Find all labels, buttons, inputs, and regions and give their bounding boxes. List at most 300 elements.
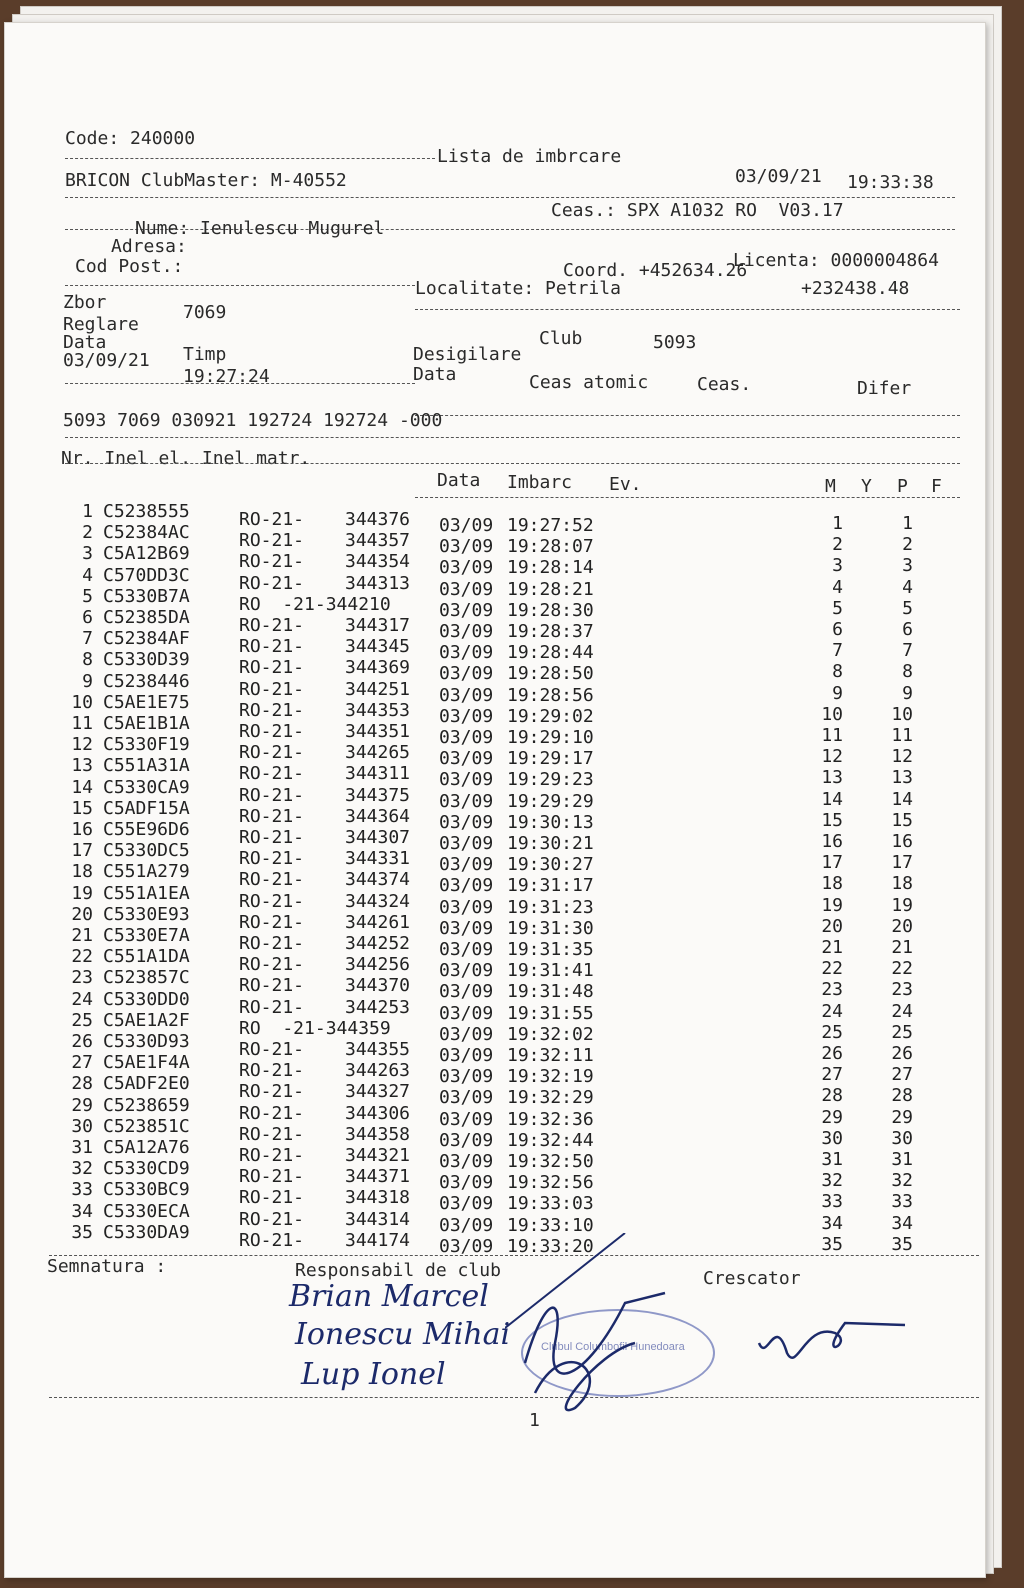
ring-registration: RO -21-344359: [239, 1017, 391, 1039]
row-number: 7: [82, 628, 93, 650]
position-m: 1: [832, 513, 843, 534]
boarding-time: 19:33:03: [507, 1193, 594, 1215]
electronic-ring: C551A1DA: [103, 946, 190, 968]
page-number: 1: [529, 1410, 540, 1431]
boarding-date: 03/09: [439, 1066, 494, 1088]
position-p: 25: [891, 1021, 913, 1043]
row-number: 2: [82, 522, 93, 544]
flight-label: Zbor: [63, 292, 107, 313]
ring-registration: RO-21-: [239, 1102, 305, 1124]
electronic-ring: C5330CA9: [103, 776, 190, 798]
boarding-date: 03/09: [439, 621, 494, 642]
row-number: 17: [71, 840, 93, 862]
position-p: 2: [902, 534, 913, 556]
position-m: 5: [832, 597, 843, 619]
row-number: 34: [71, 1200, 93, 1222]
position-p: 10: [891, 703, 913, 725]
column-date: Data: [437, 470, 481, 491]
locality-label: Localitate: Petrila: [415, 278, 621, 299]
row-number: 20: [71, 903, 93, 925]
position-m: 22: [821, 958, 843, 980]
boarding-date: 03/09: [439, 790, 494, 812]
coordinate-secondary: +232438.48: [801, 278, 910, 299]
position-m: 32: [821, 1170, 843, 1192]
boarding-time: 19:31:35: [507, 939, 594, 960]
boarding-date: 03/09: [439, 1045, 494, 1066]
ring-number: 344369: [345, 657, 411, 679]
adjustment-date: 03/09/21: [63, 350, 150, 371]
position-p: 3: [902, 555, 913, 577]
position-p: 19: [891, 894, 913, 916]
row-number: 9: [82, 670, 93, 692]
boarding-date: 03/09: [439, 896, 494, 918]
ring-registration: RO-21-: [239, 636, 305, 658]
boarding-time: 19:31:17: [507, 875, 594, 897]
boarding-time: 19:32:56: [507, 1172, 594, 1194]
row-number: 18: [71, 861, 93, 883]
boarding-date: 03/09: [439, 1172, 494, 1194]
row-number: 21: [71, 925, 93, 946]
boarding-date: 03/09: [439, 1214, 494, 1236]
boarding-date: 03/09: [439, 663, 494, 685]
position-p: 6: [902, 619, 913, 640]
position-p: 33: [891, 1191, 913, 1213]
electronic-ring: C52384AF: [103, 628, 190, 650]
position-m: 12: [821, 746, 843, 768]
boarding-date: 03/09: [439, 1108, 494, 1130]
date-label: Data: [63, 332, 107, 353]
boarding-time: 19:28:37: [507, 621, 594, 642]
position-m: 7: [832, 640, 843, 662]
difference-label: Difer: [857, 378, 912, 399]
boarding-time: 19:32:19: [507, 1066, 594, 1088]
ring-number: 344252: [345, 933, 411, 954]
boarding-date: 03/09: [439, 557, 494, 579]
ring-registration: RO-21-: [239, 1039, 305, 1060]
ring-registration: RO-21-: [239, 1229, 305, 1251]
electronic-ring: C5A12B69: [103, 543, 190, 565]
ring-registration: RO-21-: [239, 509, 305, 530]
electronic-ring: C551A1EA: [103, 882, 190, 904]
ring-registration: RO-21-: [239, 1166, 305, 1188]
electronic-ring: C570DD3C: [103, 564, 190, 586]
row-number: 3: [82, 543, 93, 565]
electronic-ring: C5330ECA: [103, 1200, 190, 1222]
ring-number: 344375: [345, 784, 411, 806]
electronic-ring: C5330D39: [103, 649, 190, 671]
club-responsible-label: Responsabil de club: [295, 1260, 501, 1281]
ring-number: 344327: [345, 1081, 411, 1103]
clock-column-label: Ceas.: [697, 374, 752, 395]
boarding-date: 03/09: [439, 939, 494, 960]
boarding-time: 19:31:55: [507, 1002, 594, 1024]
ring-number: 344371: [345, 1166, 411, 1188]
ring-registration: RO-21-: [239, 827, 305, 848]
signature-scribbles: [505, 1233, 925, 1423]
electronic-ring: C523851C: [103, 1115, 190, 1137]
boarding-date: 03/09: [439, 1129, 494, 1151]
position-p: 23: [891, 979, 913, 1001]
ring-number: 344318: [345, 1187, 411, 1209]
row-number: 10: [71, 691, 93, 713]
ring-number: 344364: [345, 805, 411, 827]
row-number: 14: [71, 776, 93, 798]
column-event: Ev.: [609, 474, 642, 495]
ring-registration: RO-21-: [239, 551, 305, 573]
electronic-ring: C551A279: [103, 861, 190, 883]
club-signature: [525, 1293, 665, 1374]
boarding-time: 19:33:10: [507, 1214, 594, 1236]
position-p: 22: [891, 958, 913, 980]
ring-number: 344331: [345, 848, 411, 870]
signature-label: Semnatura :: [47, 1256, 167, 1277]
position-p: 12: [891, 746, 913, 768]
row-number: 25: [71, 1009, 93, 1031]
position-m: 17: [821, 852, 843, 874]
boarding-date: 03/09: [439, 854, 494, 876]
unsealing-label: Desigilare: [413, 344, 522, 365]
ring-number: 344357: [345, 530, 411, 552]
electronic-ring: C5330BC9: [103, 1179, 190, 1201]
row-number: 32: [71, 1158, 93, 1180]
boarding-date: 03/09: [439, 705, 494, 727]
ring-number: 344353: [345, 699, 411, 721]
position-m: 14: [821, 788, 843, 810]
column-boarding: Imbarc: [507, 472, 573, 493]
name-label: Nume: Ienulescu Mugurel: [135, 218, 385, 239]
electronic-ring: C5ADF2E0: [103, 1073, 190, 1095]
boarding-date: 03/09: [439, 684, 494, 706]
electronic-ring: C5238659: [103, 1094, 190, 1116]
column-y: Y: [861, 476, 872, 497]
boarding-time: 19:31:23: [507, 896, 594, 918]
position-p: 17: [891, 852, 913, 874]
ring-number: 344313: [345, 572, 411, 594]
electronic-ring: C5330DD0: [103, 988, 190, 1010]
position-m: 2: [832, 534, 843, 556]
boarding-date: 03/09: [439, 1235, 494, 1257]
position-m: 16: [821, 831, 843, 852]
electronic-ring: C5238555: [103, 501, 190, 522]
ring-number: 344314: [345, 1208, 411, 1230]
position-m: 34: [821, 1212, 843, 1234]
row-number: 27: [71, 1052, 93, 1074]
boarding-time: 19:28:30: [507, 599, 594, 621]
boarding-time: 19:32:44: [507, 1129, 594, 1151]
row-number: 22: [71, 946, 93, 968]
electronic-ring: C5330F19: [103, 734, 190, 756]
ring-registration: RO-21-: [239, 721, 305, 742]
boarding-date: 03/09: [439, 727, 494, 748]
position-m: 19: [821, 894, 843, 916]
divider: [415, 415, 960, 416]
position-m: 26: [821, 1043, 843, 1064]
ring-registration: RO-21-: [239, 699, 305, 721]
position-p: 13: [891, 767, 913, 789]
row-number: 29: [71, 1094, 93, 1116]
position-m: 11: [821, 725, 843, 746]
ring-registration: RO-21-: [239, 657, 305, 679]
ring-registration: RO-21-: [239, 615, 305, 636]
electronic-ring: C5330DC5: [103, 840, 190, 862]
flight-value: 7069: [183, 302, 227, 323]
handwritten-name-2: Ionescu Mihai: [295, 1317, 511, 1352]
position-p: 9: [902, 682, 913, 704]
boarding-time: 19:28:07: [507, 536, 594, 558]
boarding-time: 19:31:30: [507, 917, 594, 939]
ring-registration: RO-21-: [239, 848, 305, 870]
boarding-time: 19:28:21: [507, 578, 594, 600]
boarding-time: 19:33:20: [507, 1235, 594, 1257]
ring-number: 344370: [345, 975, 411, 997]
position-m: 31: [821, 1149, 843, 1170]
ring-number: 344351: [345, 721, 411, 742]
position-m: 20: [821, 915, 843, 937]
list-title: Lista de imbrcare: [437, 146, 622, 167]
row-number: 35: [71, 1221, 93, 1243]
ring-registration: RO-21-: [239, 530, 305, 552]
position-p: 8: [902, 661, 913, 683]
boarding-date: 03/09: [439, 1023, 494, 1045]
ring-number: 344263: [345, 1060, 411, 1082]
ring-registration: RO-21-: [239, 572, 305, 594]
boarding-time: 19:30:21: [507, 833, 594, 854]
position-m: 3: [832, 555, 843, 577]
document-page: [4, 22, 986, 1578]
boarding-time: 19:29:17: [507, 748, 594, 770]
ring-number: 344306: [345, 1102, 411, 1124]
electronic-ring: C5ADF15A: [103, 797, 190, 819]
boarding-date: 03/09: [439, 748, 494, 770]
position-m: 23: [821, 979, 843, 1001]
position-p: 26: [891, 1043, 913, 1064]
electronic-ring: C5330E7A: [103, 925, 190, 946]
ring-number: 344265: [345, 742, 411, 764]
position-m: 8: [832, 661, 843, 683]
position-m: 13: [821, 767, 843, 789]
position-m: 30: [821, 1127, 843, 1149]
electronic-ring: C5A12A76: [103, 1137, 190, 1158]
ring-number: 344376: [345, 509, 411, 530]
position-m: 29: [821, 1106, 843, 1128]
boarding-date: 03/09: [439, 1002, 494, 1024]
electronic-ring: C5330CD9: [103, 1158, 190, 1180]
row-number: 15: [71, 797, 93, 819]
position-p: 21: [891, 937, 913, 958]
boarding-date: 03/09: [439, 981, 494, 1003]
electronic-ring: C551A31A: [103, 755, 190, 777]
position-p: 34: [891, 1212, 913, 1234]
ring-number: 344345: [345, 636, 411, 658]
position-p: 32: [891, 1170, 913, 1192]
pen-stroke: [505, 1233, 625, 1328]
ring-number: 344354: [345, 551, 411, 573]
boarding-time: 19:32:50: [507, 1151, 594, 1172]
row-number: 30: [71, 1115, 93, 1137]
boarding-time: 19:32:11: [507, 1045, 594, 1066]
electronic-ring: C5AE1A2F: [103, 1009, 190, 1031]
position-p: 4: [902, 576, 913, 598]
row-number: 4: [82, 564, 93, 586]
boarding-time: 19:29:02: [507, 705, 594, 727]
ring-registration: RO-21-: [239, 1145, 305, 1166]
ring-registration: RO-21-: [239, 805, 305, 827]
position-m: 18: [821, 873, 843, 895]
ring-number: 344355: [345, 1039, 411, 1060]
clubmaster-label: BRICON ClubMaster: M-40552: [65, 170, 347, 191]
ring-number: 344261: [345, 911, 411, 933]
ring-number: 344174: [345, 1229, 411, 1251]
boarding-date: 03/09: [439, 875, 494, 897]
coordinate-label: Coord. +452634.26: [563, 260, 748, 281]
divider: [49, 1397, 979, 1398]
row-number: 8: [82, 649, 93, 671]
stamp-text: Clubul Columbofil Hunedoara: [541, 1341, 685, 1353]
position-m: 21: [821, 937, 843, 958]
code-label: Code: 240000: [65, 128, 196, 149]
boarding-time: 19:32:36: [507, 1108, 594, 1130]
ring-number: 344256: [345, 954, 411, 976]
boarding-time: 19:30:27: [507, 854, 594, 876]
position-p: 30: [891, 1127, 913, 1149]
ring-number: 344358: [345, 1123, 411, 1145]
row-number: 11: [71, 713, 93, 734]
boarding-time: 19:28:50: [507, 663, 594, 685]
ring-number: 344374: [345, 869, 411, 891]
position-m: 6: [832, 619, 843, 640]
boarding-time: 19:29:29: [507, 790, 594, 812]
adjustment-time: 19:27:24: [183, 366, 270, 387]
divider: [65, 285, 415, 286]
handwritten-name-1: Brian Marcel: [289, 1279, 489, 1314]
breeder-label: Crescator: [703, 1268, 801, 1289]
address-label: Adresa:: [111, 236, 187, 257]
boarding-date: 03/09: [439, 811, 494, 833]
ring-number: 344324: [345, 890, 411, 912]
electronic-ring: C5330B7A: [103, 585, 190, 607]
position-p: 27: [891, 1064, 913, 1086]
boarding-time: 19:32:02: [507, 1023, 594, 1045]
row-number: 31: [71, 1137, 93, 1158]
boarding-time: 19:32:29: [507, 1087, 594, 1109]
row-number: 16: [71, 819, 93, 840]
boarding-date: 03/09: [439, 515, 494, 536]
boarding-date: 03/09: [439, 536, 494, 558]
position-p: 14: [891, 788, 913, 810]
divider: [65, 383, 415, 384]
boarding-time: 19:29:23: [507, 769, 594, 791]
boarding-date: 03/09: [439, 1193, 494, 1215]
divider: [415, 309, 960, 310]
clock-label: Ceas.: SPX A1032 RO V03.17: [551, 200, 844, 221]
divider: [415, 497, 960, 498]
club-label: Club: [539, 328, 583, 349]
position-m: 24: [821, 1000, 843, 1022]
boarding-time: 19:31:41: [507, 960, 594, 982]
boarding-date: 03/09: [439, 769, 494, 791]
adjustment-label: Reglare: [63, 314, 139, 335]
position-m: 28: [821, 1085, 843, 1107]
position-m: 10: [821, 703, 843, 725]
position-p: 15: [891, 809, 913, 831]
ring-number: 344317: [345, 615, 411, 636]
position-p: 29: [891, 1106, 913, 1128]
position-p: 20: [891, 915, 913, 937]
position-p: 11: [891, 725, 913, 746]
breeder-signature: [759, 1323, 905, 1358]
ring-registration: RO-21-: [239, 678, 305, 700]
time-label: Timp: [183, 344, 227, 365]
ring-registration: RO-21-: [239, 975, 305, 997]
row-number: 6: [82, 607, 93, 628]
row-number: 19: [71, 882, 93, 904]
position-p: 1: [902, 513, 913, 534]
position-p: 5: [902, 597, 913, 619]
boarding-time: 19:28:14: [507, 557, 594, 579]
row-number: 33: [71, 1179, 93, 1201]
club-signature-2: [535, 1343, 635, 1410]
boarding-date: 03/09: [439, 833, 494, 854]
ring-registration: RO-21-: [239, 1123, 305, 1145]
ring-registration: RO-21-: [239, 869, 305, 891]
row-number: 24: [71, 988, 93, 1010]
ring-number: 344251: [345, 678, 411, 700]
position-m: 4: [832, 576, 843, 598]
boarding-date: 03/09: [439, 917, 494, 939]
electronic-ring: C5AE1B1A: [103, 713, 190, 734]
divider: [65, 437, 960, 438]
ring-registration: RO-21-: [239, 996, 305, 1018]
ring-registration: RO-21-: [239, 763, 305, 785]
electronic-ring: C523857C: [103, 967, 190, 989]
ring-number: 344321: [345, 1145, 411, 1166]
position-p: 28: [891, 1085, 913, 1107]
electronic-ring: C52385DA: [103, 607, 190, 628]
position-p: 31: [891, 1149, 913, 1170]
row-number: 28: [71, 1073, 93, 1095]
boarding-time: 19:27:52: [507, 515, 594, 536]
atomic-clock-label: Ceas atomic: [529, 372, 649, 393]
boarding-time: 19:28:56: [507, 684, 594, 706]
position-p: 18: [891, 873, 913, 895]
ring-registration: RO-21-: [239, 1208, 305, 1230]
club-value: 5093: [653, 332, 697, 353]
ring-registration: RO -21-344210: [239, 593, 391, 615]
postal-code-label: Cod Post.:: [75, 256, 184, 277]
row-number: 26: [71, 1031, 93, 1052]
column-p: P: [897, 476, 908, 497]
row-number: 13: [71, 755, 93, 777]
ring-registration: RO-21-: [239, 1081, 305, 1103]
electronic-ring: C5238446: [103, 670, 190, 692]
column-m: M: [825, 476, 836, 497]
row-number: 23: [71, 967, 93, 989]
boarding-time: 19:31:48: [507, 981, 594, 1003]
ring-registration: RO-21-: [239, 784, 305, 806]
ring-number: 344307: [345, 827, 411, 848]
ring-registration: RO-21-: [239, 742, 305, 764]
position-m: 15: [821, 809, 843, 831]
license-label: Licenta: 0000004864: [733, 250, 939, 271]
row-number: 12: [71, 734, 93, 756]
boarding-time: 19:29:10: [507, 727, 594, 748]
ring-number: 344311: [345, 763, 411, 785]
ring-registration: RO-21-: [239, 890, 305, 912]
ring-registration: RO-21-: [239, 954, 305, 976]
boarding-date: 03/09: [439, 642, 494, 664]
electronic-ring: C5330D93: [103, 1031, 190, 1052]
boarding-date: 03/09: [439, 1087, 494, 1109]
